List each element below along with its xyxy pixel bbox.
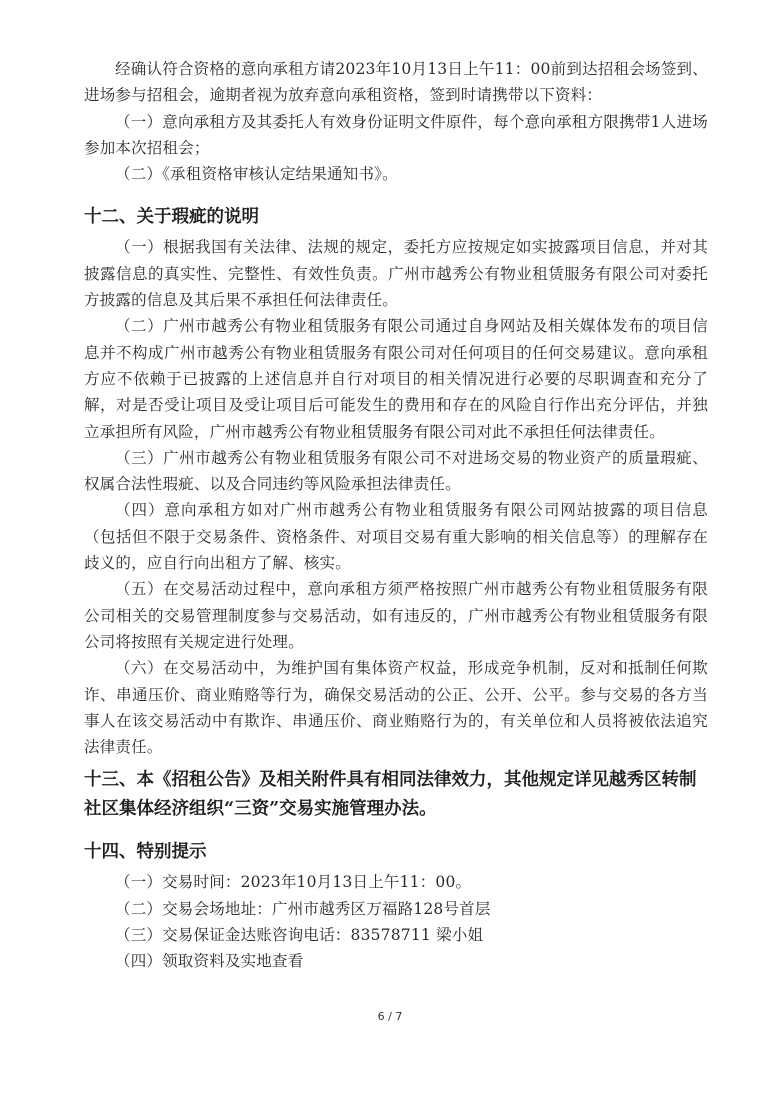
- intro-paragraph-3: （二）《承租资格审核认定结果通知书》。: [115, 165, 398, 184]
- intro-paragraph-2: （一）意向承租方及其委托人有效身份证明文件原件，每个意向承租方限携带1人进场参加本次招租会；: [84, 112, 708, 157]
- section-12-item-2: （二）广州市越秀公有物业租赁服务有限公司通过自身网站及相关媒体发布的项目信息并不构成广州市越秀公有物业租赁服务有限公司对任何项目的任何交易建议。意向承租方应不依赖于已披露的上述信息并自行对项目的相关情况进行必要的尽职调查和充分了解，对是否受让项目及受让项目后可能发生的费用和存在的风险自行作出充分评估，并独立承担所有风险，广州市越秀公有物业租赁服务有限公司对此不承担任何法律责任。: [84, 317, 708, 441]
- section-12-item-3: （三）广州市越秀公有物业租赁服务有限公司不对进场交易的物业资产的质量瑕疵、权属合法性瑕疵、以及合同违约等风险承担法律责任。: [84, 448, 708, 494]
- section-14-heading: 十四、特别提示: [84, 842, 207, 863]
- section-12-item-6: （六）在交易活动中，为维护国有集体资产权益，形成竞争机制，反对和抵制任何欺诈、串通压价、商业贿赂等行为，确保交易活动的公正、公开、公平。参与交易的各方当事人在该交易活动中有欺诈、串通压价、商业贿赂行为的，有关单位和人员将被依法追究法律责任。: [84, 659, 708, 757]
- section-14-item-3: （三）交易保证金达账咨询电话：83578711 梁小姐: [115, 926, 484, 945]
- section-12-item-5: （五）在交易活动过程中，意向承租方须严格按照广州市越秀公有物业租赁服务有限公司相关的交易管理制度参与交易活动，如有违反的，广州市越秀公有物业租赁服务有限公司将按照有关规定进行处理。: [84, 580, 708, 651]
- section-13-heading: 十三、本《招租公告》及相关附件具有相同法律效力，其他规定详见越秀区转制社区集体经济组织“三资”交易实施管理办法。: [84, 770, 697, 820]
- section-14-item-4: （四）领取资料及实地查看: [115, 952, 304, 971]
- section-14-item-1: （一）交易时间：2023年10月13日上午11：00。: [115, 873, 472, 892]
- section-14-item-2: （二）交易会场地址：广州市越秀区万福路128号首层: [115, 899, 491, 918]
- section-12-item-4: （四）意向承租方如对广州市越秀公有物业租赁服务有限公司网站披露的项目信息（包括但不限于交易条件、资格条件、对项目交易有重大影响的相关信息等）的理解存在歧义的，应自行向出租方了解、核实。: [84, 501, 708, 573]
- page-number: 6 / 7: [377, 1010, 403, 1023]
- section-12-item-1: （一）根据我国有关法律、法规的规定，委托方应按规定如实披露项目信息，并对其披露信息的真实性、完整性、有效性负责。广州市越秀公有物业租赁服务有限公司对委托方披露的信息及其后果不承担任何法律责任。: [84, 238, 708, 310]
- section-12-heading: 十二、关于瑕疵的说明: [84, 207, 259, 228]
- intro-paragraph-1: 经确认符合资格的意向承租方请2023年10月13日上午11：00前到达招租会场签到、进场参与招租会，逾期者视为放弃意向承租资格，签到时请携带以下资料：: [84, 60, 708, 105]
